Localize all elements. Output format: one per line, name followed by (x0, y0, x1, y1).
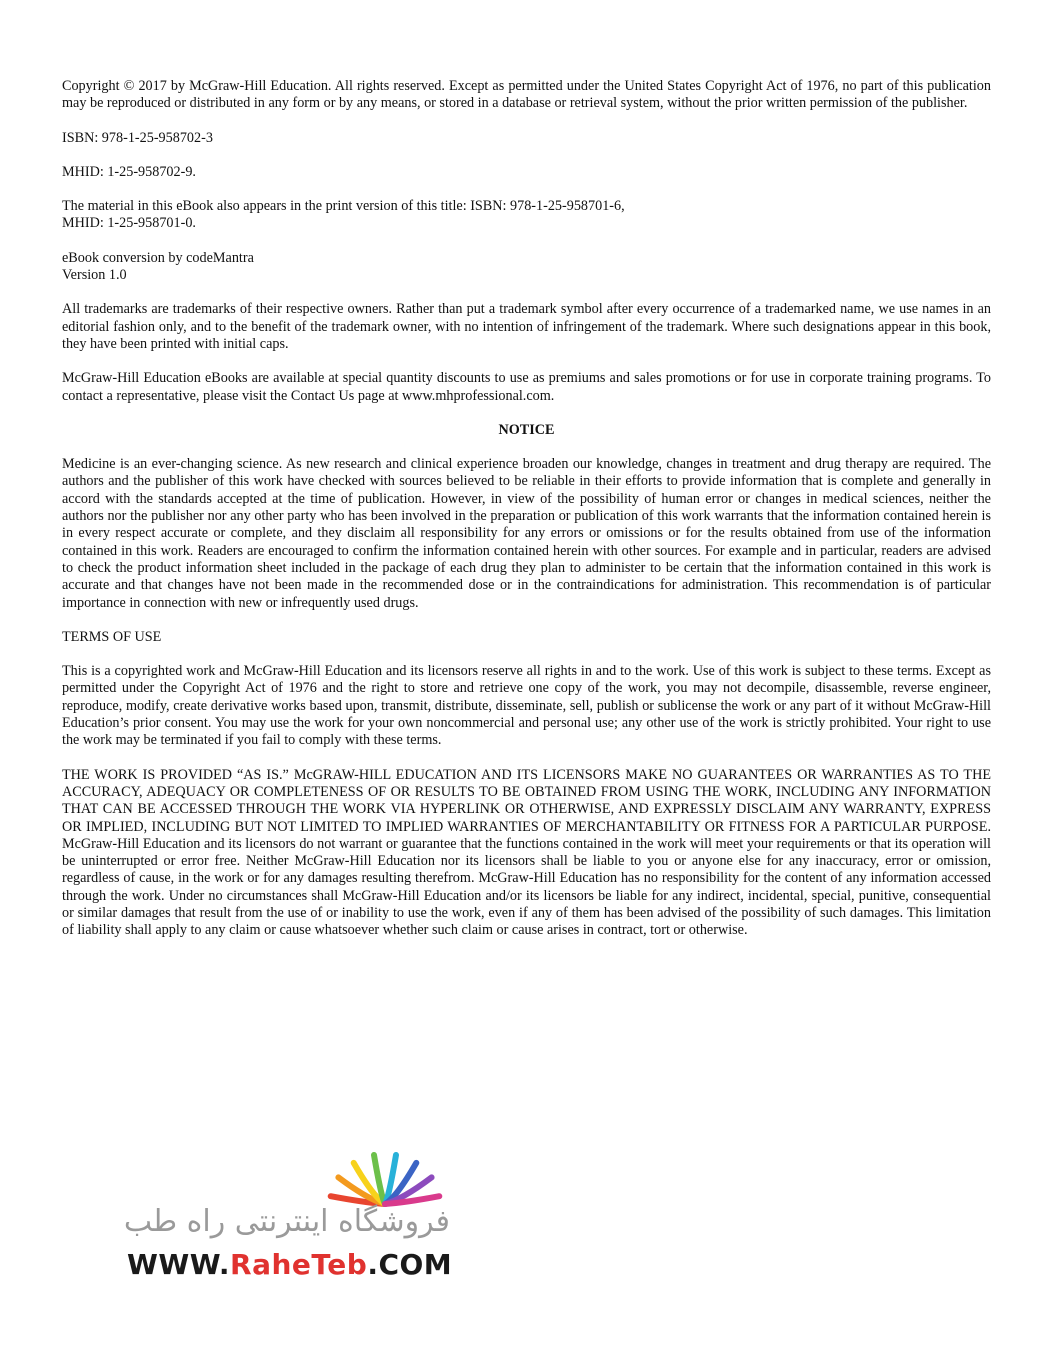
raheteb-watermark (120, 1148, 460, 1288)
print-version-paragraph (62, 198, 991, 233)
trademarks-paragraph: All trademarks are trademarks of their respective owners. Rather than put a trademark symbol after every occurrence of a trademarked name, we use names in an editorial fashion only, and to the benefit of the trademark owner, with no intention of infringement of the trademark. Where such designations appear in this book, they have been printed with initial caps. (62, 301, 991, 352)
discounts-paragraph: McGraw-Hill Education eBooks are available at special quantity discounts to use as premiums and sales promotions or for use in corporate training programs. To contact a representative, please visit the Contact Us page at www.mhprofessional.com. (62, 370, 991, 404)
copyright-page (62, 78, 991, 957)
watermark-url (127, 1248, 452, 1281)
isbn-line: ISBN: 978-1-25-958702-3 (62, 129, 213, 146)
terms-paragraph: This is a copyrighted work and McGraw-Hill Education and its licensors reserve all rights in and to the work. Use of this work is subject to these terms. Except as permitted under the Copyright Act of 1976 and the right to store and retrieve one copy of the work, you may not decompile, disassemble, reverse engineer, reproduce, modify, create derivative works based upon, transmit, distribute, disseminate, sell, publish or sublicense the work or any part of it without McGraw-Hill Education’s prior consent. You may use the work for your own noncommercial and personal use; any other use of the work is strictly prohibited. Your right to use the work may be terminated if you fail to comply with these terms. (62, 663, 991, 749)
watermark-persian-text: فروشگاه اینترنتی راه طب (123, 1204, 450, 1239)
conversion-line-1: eBook conversion by codeMantra (62, 249, 254, 266)
mhid-line: MHID: 1-25-958702-9. (62, 163, 196, 180)
conversion-line-2: Version 1.0 (62, 267, 127, 284)
watermark-url-prefix: WWW. (127, 1248, 231, 1281)
watermark-url-suffix: .COM (367, 1248, 453, 1281)
terms-heading: TERMS OF USE (62, 628, 162, 645)
disclaimer-paragraph: THE WORK IS PROVIDED “AS IS.” McGRAW-HILL EDUCATION AND ITS LICENSORS MAKE NO GUARANTEES OR WARRANTIES AS TO THE ACCURACY, ADEQUACY OR COMPLETENESS OF OR RESULTS TO BE OBTAINED FROM USING THE WORK, INCLUDING ANY INFORMATION THAT CAN BE ACCESSED THROUGH THE WORK VIA HYPERLINK OR OTHERWISE, AND EXPRESSLY DISCLAIM ANY WARRANTY, EXPRESS OR IMPLIED, INCLUDING BUT NOT LIMITED TO IMPLIED WARRANTIES OF MERCHANTABILITY OR FITNESS FOR A PARTICULAR PURPOSE. McGraw-Hill Education and its licensors do not warrant or guarantee that the functions contained in the work will meet your requirements or that its operation will be uninterrupted or error free. Neither McGraw-Hill Education nor its licensors shall be liable to you or anyone else for any inaccuracy, error or omission, regardless of cause, in the work or for any damages resulting therefrom. McGraw-Hill Education has no responsibility for the content of any information accessed through the work. Under no circumstances shall McGraw-Hill Education and/or its licensors be liable for any indirect, incidental, special, punitive, consequential or similar damages that result from the use of or inability to use the work, even if any of them has been advised of the possibility of such damages. This limitation of liability shall apply to any claim or cause whatsoever whether such claim or cause arises in contract, tort or otherwise. (62, 766, 991, 939)
open-book-fan-icon (325, 1148, 445, 1208)
watermark-url-brand: RaheTeb (230, 1248, 368, 1281)
notice-heading: NOTICE (498, 421, 555, 438)
print-version-line-1: The material in this eBook also appears in the print version of this title: ISBN: 978-1-25-958701-6, (62, 198, 625, 215)
notice-paragraph: Medicine is an ever-changing science. As new research and clinical experience broaden our knowledge, changes in treatment and drug therapy are required. The authors and the publisher of this work have checked with sources believed to be reliable in their efforts to provide information that is complete and generally in accord with the standards accepted at the time of publication. However, in view of the possibility of human error or changes in medical sciences, neither the authors nor the publisher nor any other party who has been involved in the preparation or publication of this work warrants that the information contained herein is in every respect accurate or complete, and they disclaim all responsibility for any errors or omissions or for the results obtained from use of the information contained in this work. Readers are encouraged to confirm the information contained herein with other sources. For example and in particular, readers are advised to check the product information sheet included in the package of each drug they plan to administer to be certain that the information contained in this work is accurate and that changes have not been made in the recommended dose or in the contraindications for administration. This recommendation is of particular importance in connection with new or infrequently used drugs. (62, 456, 991, 611)
copyright-paragraph: Copyright © 2017 by McGraw-Hill Education. All rights reserved. Except as permitted under the United States Copyright Act of 1976, no part of this publication may be reproduced or distributed in any form or by any means, or stored in a database or retrieval system, without the prior written permission of the publisher. (62, 78, 991, 112)
print-version-line-2: MHID: 1-25-958701-0. (62, 215, 196, 232)
conversion-paragraph (62, 250, 991, 285)
